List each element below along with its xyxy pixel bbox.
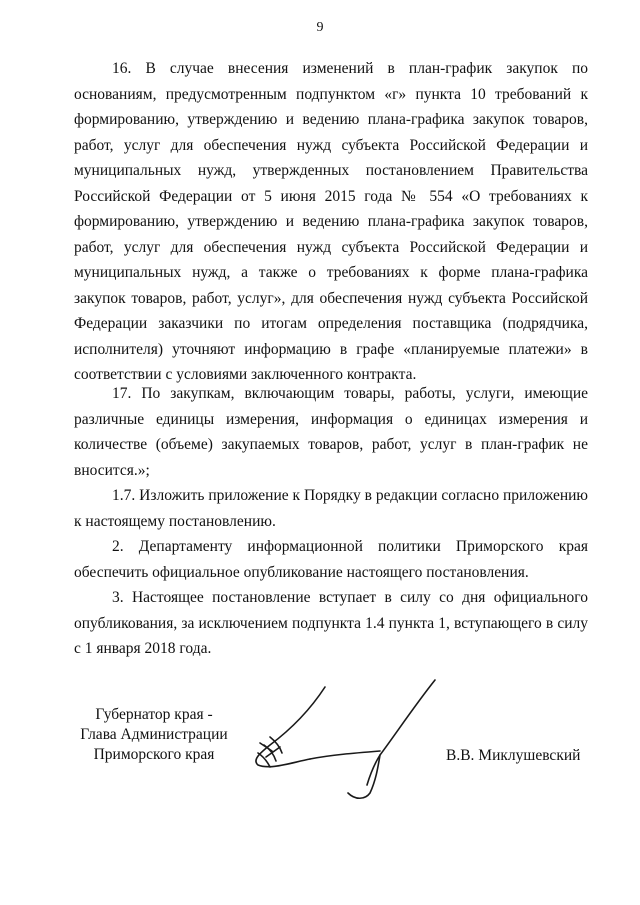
signatory-title-line: Глава Администрации <box>80 726 228 743</box>
paragraph-3 <box>74 585 588 662</box>
signatory-title-line: Приморского края <box>93 746 215 763</box>
paragraph-17 <box>74 381 588 483</box>
paragraph-text: 17. По закупкам, включающим товары, работы, услуги, имеющие различные единицы измерения, информация о единицах измерения и количестве (объеме) закупаемых товаров, работ, услуг в план-график не вносится.»; <box>74 385 588 479</box>
paragraph-text: 3. Настоящее постановление вступает в силу со дня официального опубликования, за исключением подпункта 1.4 пункта 1, вступающего в силу с 1 января 2018 года. <box>74 589 588 657</box>
paragraph-16 <box>74 56 588 388</box>
signatory-title <box>74 705 234 765</box>
paragraph-text: 2. Департаменту информационной политики Приморского края обеспечить официальное опубликование настоящего постановления. <box>74 538 588 581</box>
paragraph-2 <box>74 534 588 585</box>
paragraph-1-7 <box>74 483 588 534</box>
page-number: 9 <box>316 20 324 35</box>
signatory-title-line: Губернатор края - <box>95 706 213 723</box>
paragraph-text: 16. В случае внесения изменений в план-график закупок по основаниям, предусмотренным подпунктом «г» пункта 10 требований к формированию, утверждению и ведению плана-графика закупок товаров, работ, услуг для обеспечения нужд субъекта Российской Федерации и муниципальных нужд, утвержденных постановлением Правительства Российской Федерации от 5 июня 2015 года № 554 «О требованиях к формированию, утверждению и ведению плана-графика закупок товаров, работ, услуг для обеспечения нужд субъекта Российской Федерации и муниципальных нужд, а также о требованиях к форме плана-графика закупок товаров, работ, услуг», для обеспечения нужд субъекта Российской Федерации заказчики по итогам определения поставщика (подрядчика, исполнителя) уточняют информацию в графе «планируемые платежи» в соответствии с условиями заключенного контракта. <box>74 60 588 383</box>
signatory-name: В.В. Миклушевский <box>446 747 581 764</box>
paragraph-text: 1.7. Изложить приложение к Порядку в редакции согласно приложению к настоящему постановлению. <box>74 487 588 530</box>
handwritten-signature <box>230 675 450 805</box>
